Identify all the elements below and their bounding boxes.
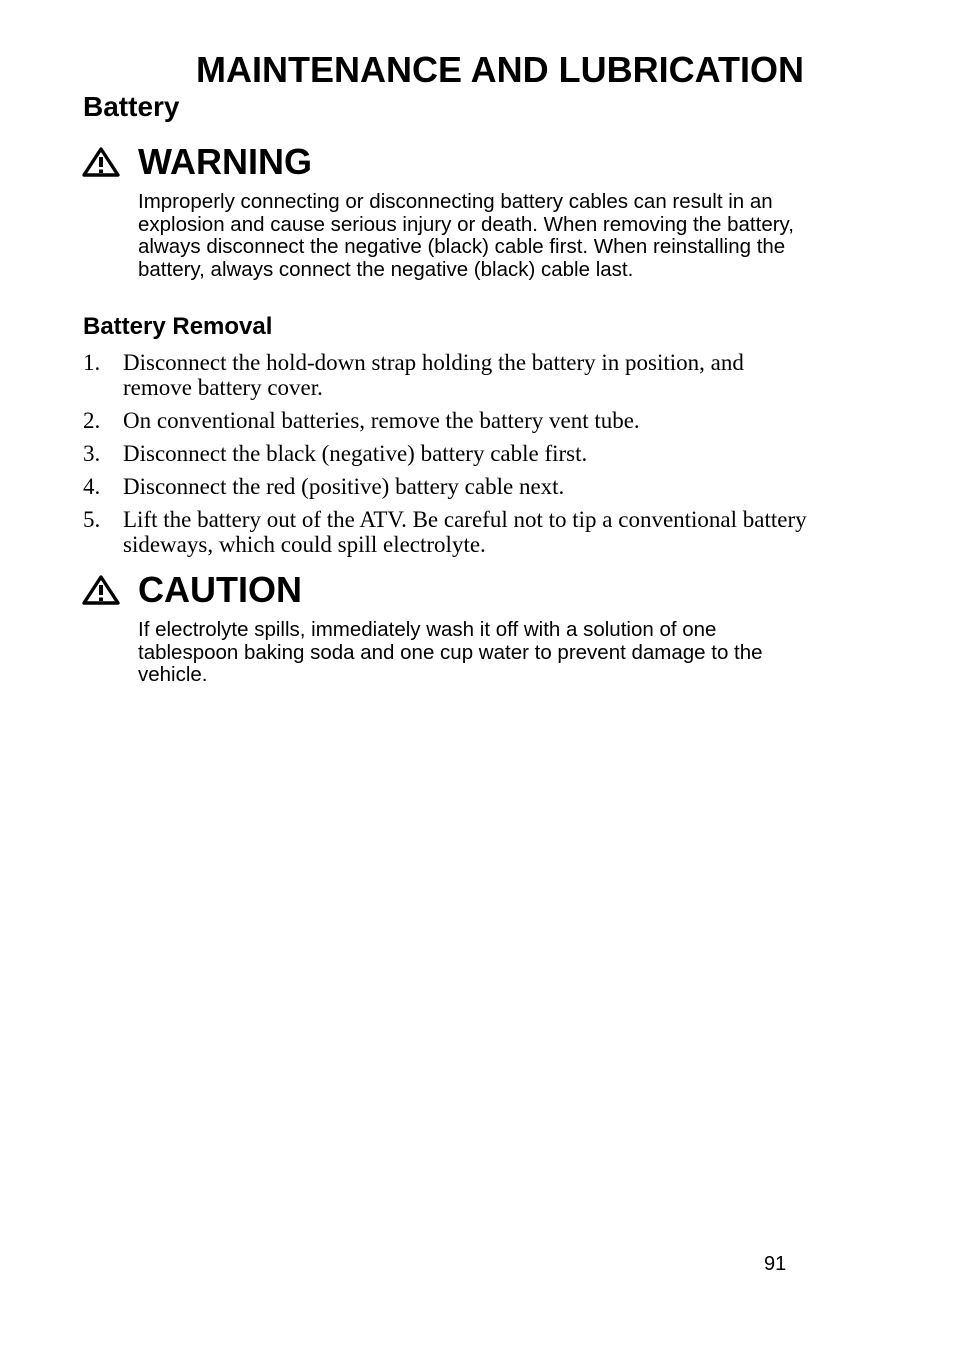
step-text: Lift the battery out of the ATV. Be careful not to tip a conventional battery sideways, which could spill electrolyte. <box>123 507 807 557</box>
step-text: Disconnect the black (negative) battery cable first. <box>123 441 588 466</box>
list-item <box>83 441 813 466</box>
caution-title: CAUTION <box>138 569 302 610</box>
removal-steps-list <box>83 350 813 565</box>
list-item <box>83 350 813 400</box>
battery-removal-heading: Battery Removal <box>83 313 273 340</box>
list-item <box>83 474 813 499</box>
list-item <box>83 507 813 557</box>
step-number: 1. <box>83 350 101 375</box>
step-number: 3. <box>83 441 101 466</box>
caution-header <box>82 570 302 610</box>
warning-triangle-icon <box>82 575 120 605</box>
warning-triangle-icon <box>82 147 120 177</box>
step-number: 4. <box>83 474 101 499</box>
page-number: 91 <box>764 1253 787 1275</box>
page-title: MAINTENANCE AND LUBRICATION <box>196 49 804 90</box>
step-number: 5. <box>83 507 101 532</box>
list-item <box>83 408 813 433</box>
step-text: Disconnect the red (positive) battery cable next. <box>123 474 565 499</box>
warning-body: Improperly connecting or disconnecting battery cables can result in an explosion and cause serious injury or death. When removing the battery, always disconnect the negative (black) cable first. When reinstalling the battery, always connect the negative (black) cable last. <box>138 190 794 281</box>
step-text: On conventional batteries, remove the battery vent tube. <box>123 408 640 433</box>
step-text: Disconnect the hold-down strap holding the battery in position, and remove battery cover. <box>123 350 744 400</box>
caution-body: If electrolyte spills, immediately wash it off with a solution of one tablespoon baking soda and one cup water to prevent damage to the vehicle. <box>138 618 763 687</box>
step-number: 2. <box>83 408 101 433</box>
warning-title: WARNING <box>138 141 312 182</box>
warning-header <box>82 142 312 182</box>
section-heading: Battery <box>83 91 180 122</box>
